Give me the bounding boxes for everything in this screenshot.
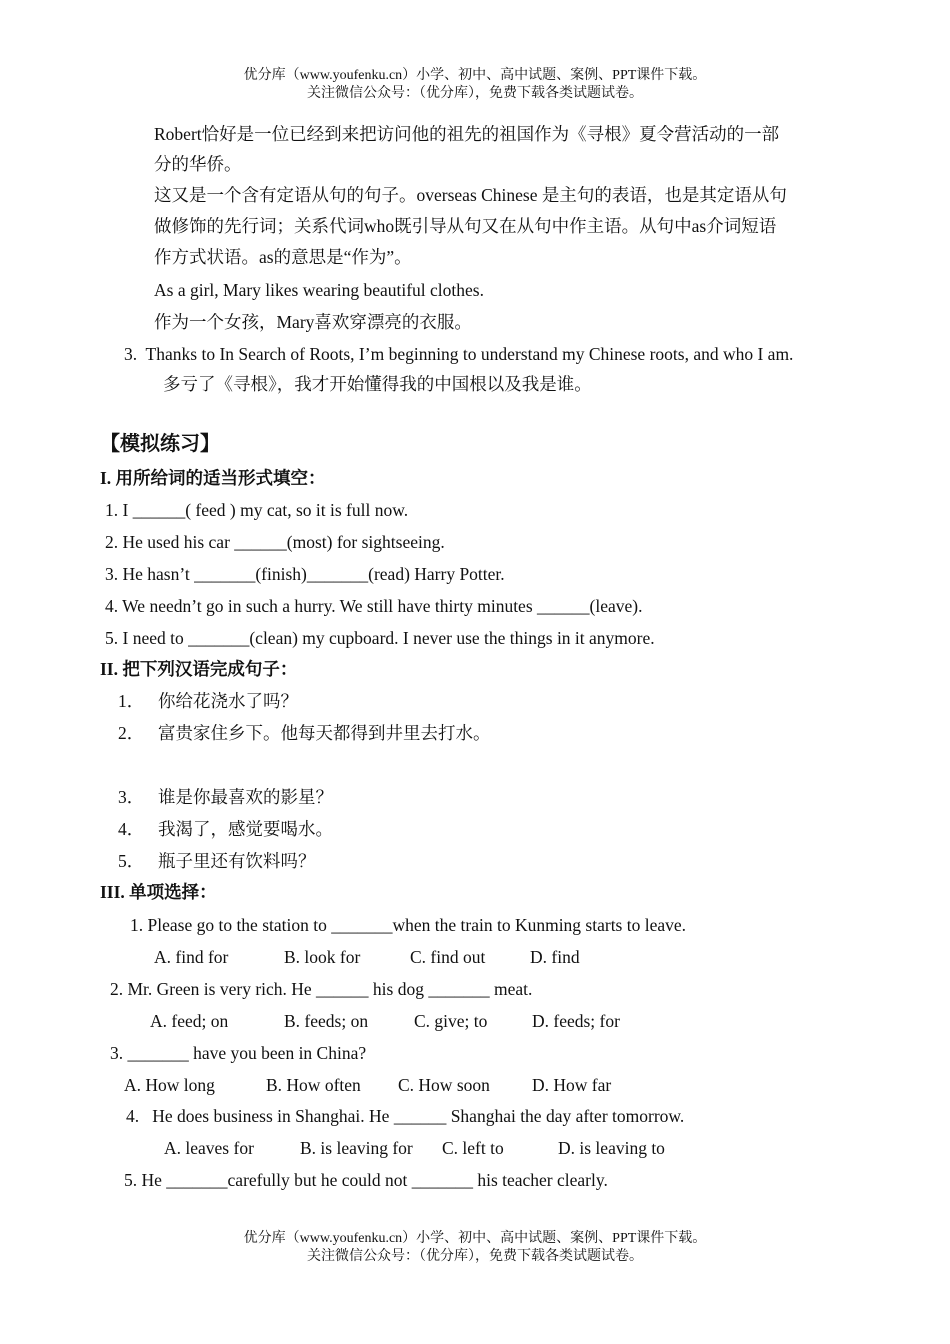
example-sentence-english: As a girl, Mary likes wearing beautiful clothes. [154, 280, 484, 300]
part-3-heading: III. 单项选择： [100, 882, 217, 902]
page-header-line-1: 优分库（www.youfenku.cn）小学、初中、高中试题、案例、PPT课件下载。 [243, 68, 707, 83]
part-2-item-3: 谁是你最喜欢的影星？ [158, 787, 333, 807]
part-1-item-4: 4. We needn’t go in such a hurry. We still have thirty minutes ______(leave). [105, 596, 643, 616]
question-1-option-a: A. find for [154, 947, 229, 967]
question-3-option-d: D. How far [532, 1075, 612, 1095]
part-2-item-5: 瓶子里还有饮料吗？ [158, 851, 316, 871]
part-2-item-2: 富贵家住乡下。他每天都得到井里去打水。 [158, 723, 491, 743]
question-4: 4. He does business in Shanghai. He ______ Shanghai the day after tomorrow. [126, 1106, 685, 1126]
question-1-option-b: B. look for [284, 947, 361, 967]
question-1-option-c: C. find out [410, 947, 486, 967]
question-1-option-d: D. find [530, 947, 580, 967]
question-2: 2. Mr. Green is very rich. He ______ his dog _______ meat. [110, 979, 533, 999]
part-2-number-3: 3． [118, 787, 145, 807]
question-3-option-b: B. How often [266, 1075, 361, 1095]
part-2-heading: II. 把下列汉语完成句子： [100, 659, 298, 679]
note-paragraph-2-line-1: 这又是一个含有定语从句的句子。overseas Chinese 是主句的表语，也是其定语从句 [154, 185, 787, 205]
part-2-number-4: 4． [118, 819, 145, 839]
note-item-3-chinese: 多亏了《寻根》，我才开始懂得我的中国根以及我是谁。 [163, 374, 592, 394]
page-header-line-2: 关注微信公众号：（优分库），免费下载各类试题试卷。 [307, 86, 643, 101]
part-2-item-1: 你给花浇水了吗？ [158, 691, 298, 711]
note-item-3-english: 3. Thanks to In Search of Roots, I’m beginning to understand my Chinese roots, and who I am. [124, 344, 794, 364]
question-4-option-a: A. leaves for [164, 1138, 254, 1158]
note-paragraph-1-line-2: 分的华侨。 [154, 154, 242, 174]
question-5: 5. He _______carefully but he could not _______ his teacher clearly. [124, 1170, 608, 1190]
part-1-heading: I. 用所给词的适当形式填空： [100, 468, 326, 488]
question-4-option-c: C. left to [442, 1138, 504, 1158]
question-4-option-d: D. is leaving to [558, 1138, 665, 1158]
part-2-number-5: 5． [118, 851, 145, 871]
note-paragraph-2-line-3: 作方式状语。as的意思是“作为”。 [154, 247, 412, 267]
example-sentence-chinese: 作为一个女孩，Mary喜欢穿漂亮的衣服。 [154, 312, 472, 332]
part-1-item-2: 2. He used his car ______(most) for sightseeing. [105, 532, 445, 552]
question-2-option-b: B. feeds; on [284, 1011, 369, 1031]
part-1-item-1: 1. I ______( feed ) my cat, so it is full now. [105, 500, 409, 520]
note-paragraph-1-line-1: Robert恰好是一位已经到来把访问他的祖先的祖国作为《寻根》夏令营活动的一部 [154, 124, 780, 144]
question-2-option-a: A. feed; on [150, 1011, 229, 1031]
page-footer-line-2: 关注微信公众号：（优分库），免费下载各类试题试卷。 [307, 1249, 643, 1264]
part-2-item-4: 我渴了，感觉要喝水。 [158, 819, 333, 839]
question-3-option-c: C. How soon [398, 1075, 490, 1095]
question-3-option-a: A. How long [124, 1075, 215, 1095]
question-3: 3. _______ have you been in China? [110, 1043, 367, 1063]
practice-title: 【模拟练习】 [100, 433, 220, 455]
part-1-item-5: 5. I need to _______(clean) my cupboard. I never use the things in it anymore. [105, 628, 655, 648]
question-1: 1. Please go to the station to _______when the train to Kunming starts to leave. [130, 915, 687, 935]
question-2-option-c: C. give; to [414, 1011, 488, 1031]
part-2-number-2: 2． [118, 723, 145, 743]
part-1-item-3: 3. He hasn’t _______(finish)_______(read) Harry Potter. [105, 564, 505, 584]
part-2-number-1: 1． [118, 691, 145, 711]
page-footer-line-1: 优分库（www.youfenku.cn）小学、初中、高中试题、案例、PPT课件下载。 [243, 1231, 707, 1246]
question-2-option-d: D. feeds; for [532, 1011, 620, 1031]
question-4-option-b: B. is leaving for [300, 1138, 413, 1158]
note-paragraph-2-line-2: 做修饰的先行词；关系代词who既引导从句又在从句中作主语。从句中as介词短语 [154, 216, 777, 236]
